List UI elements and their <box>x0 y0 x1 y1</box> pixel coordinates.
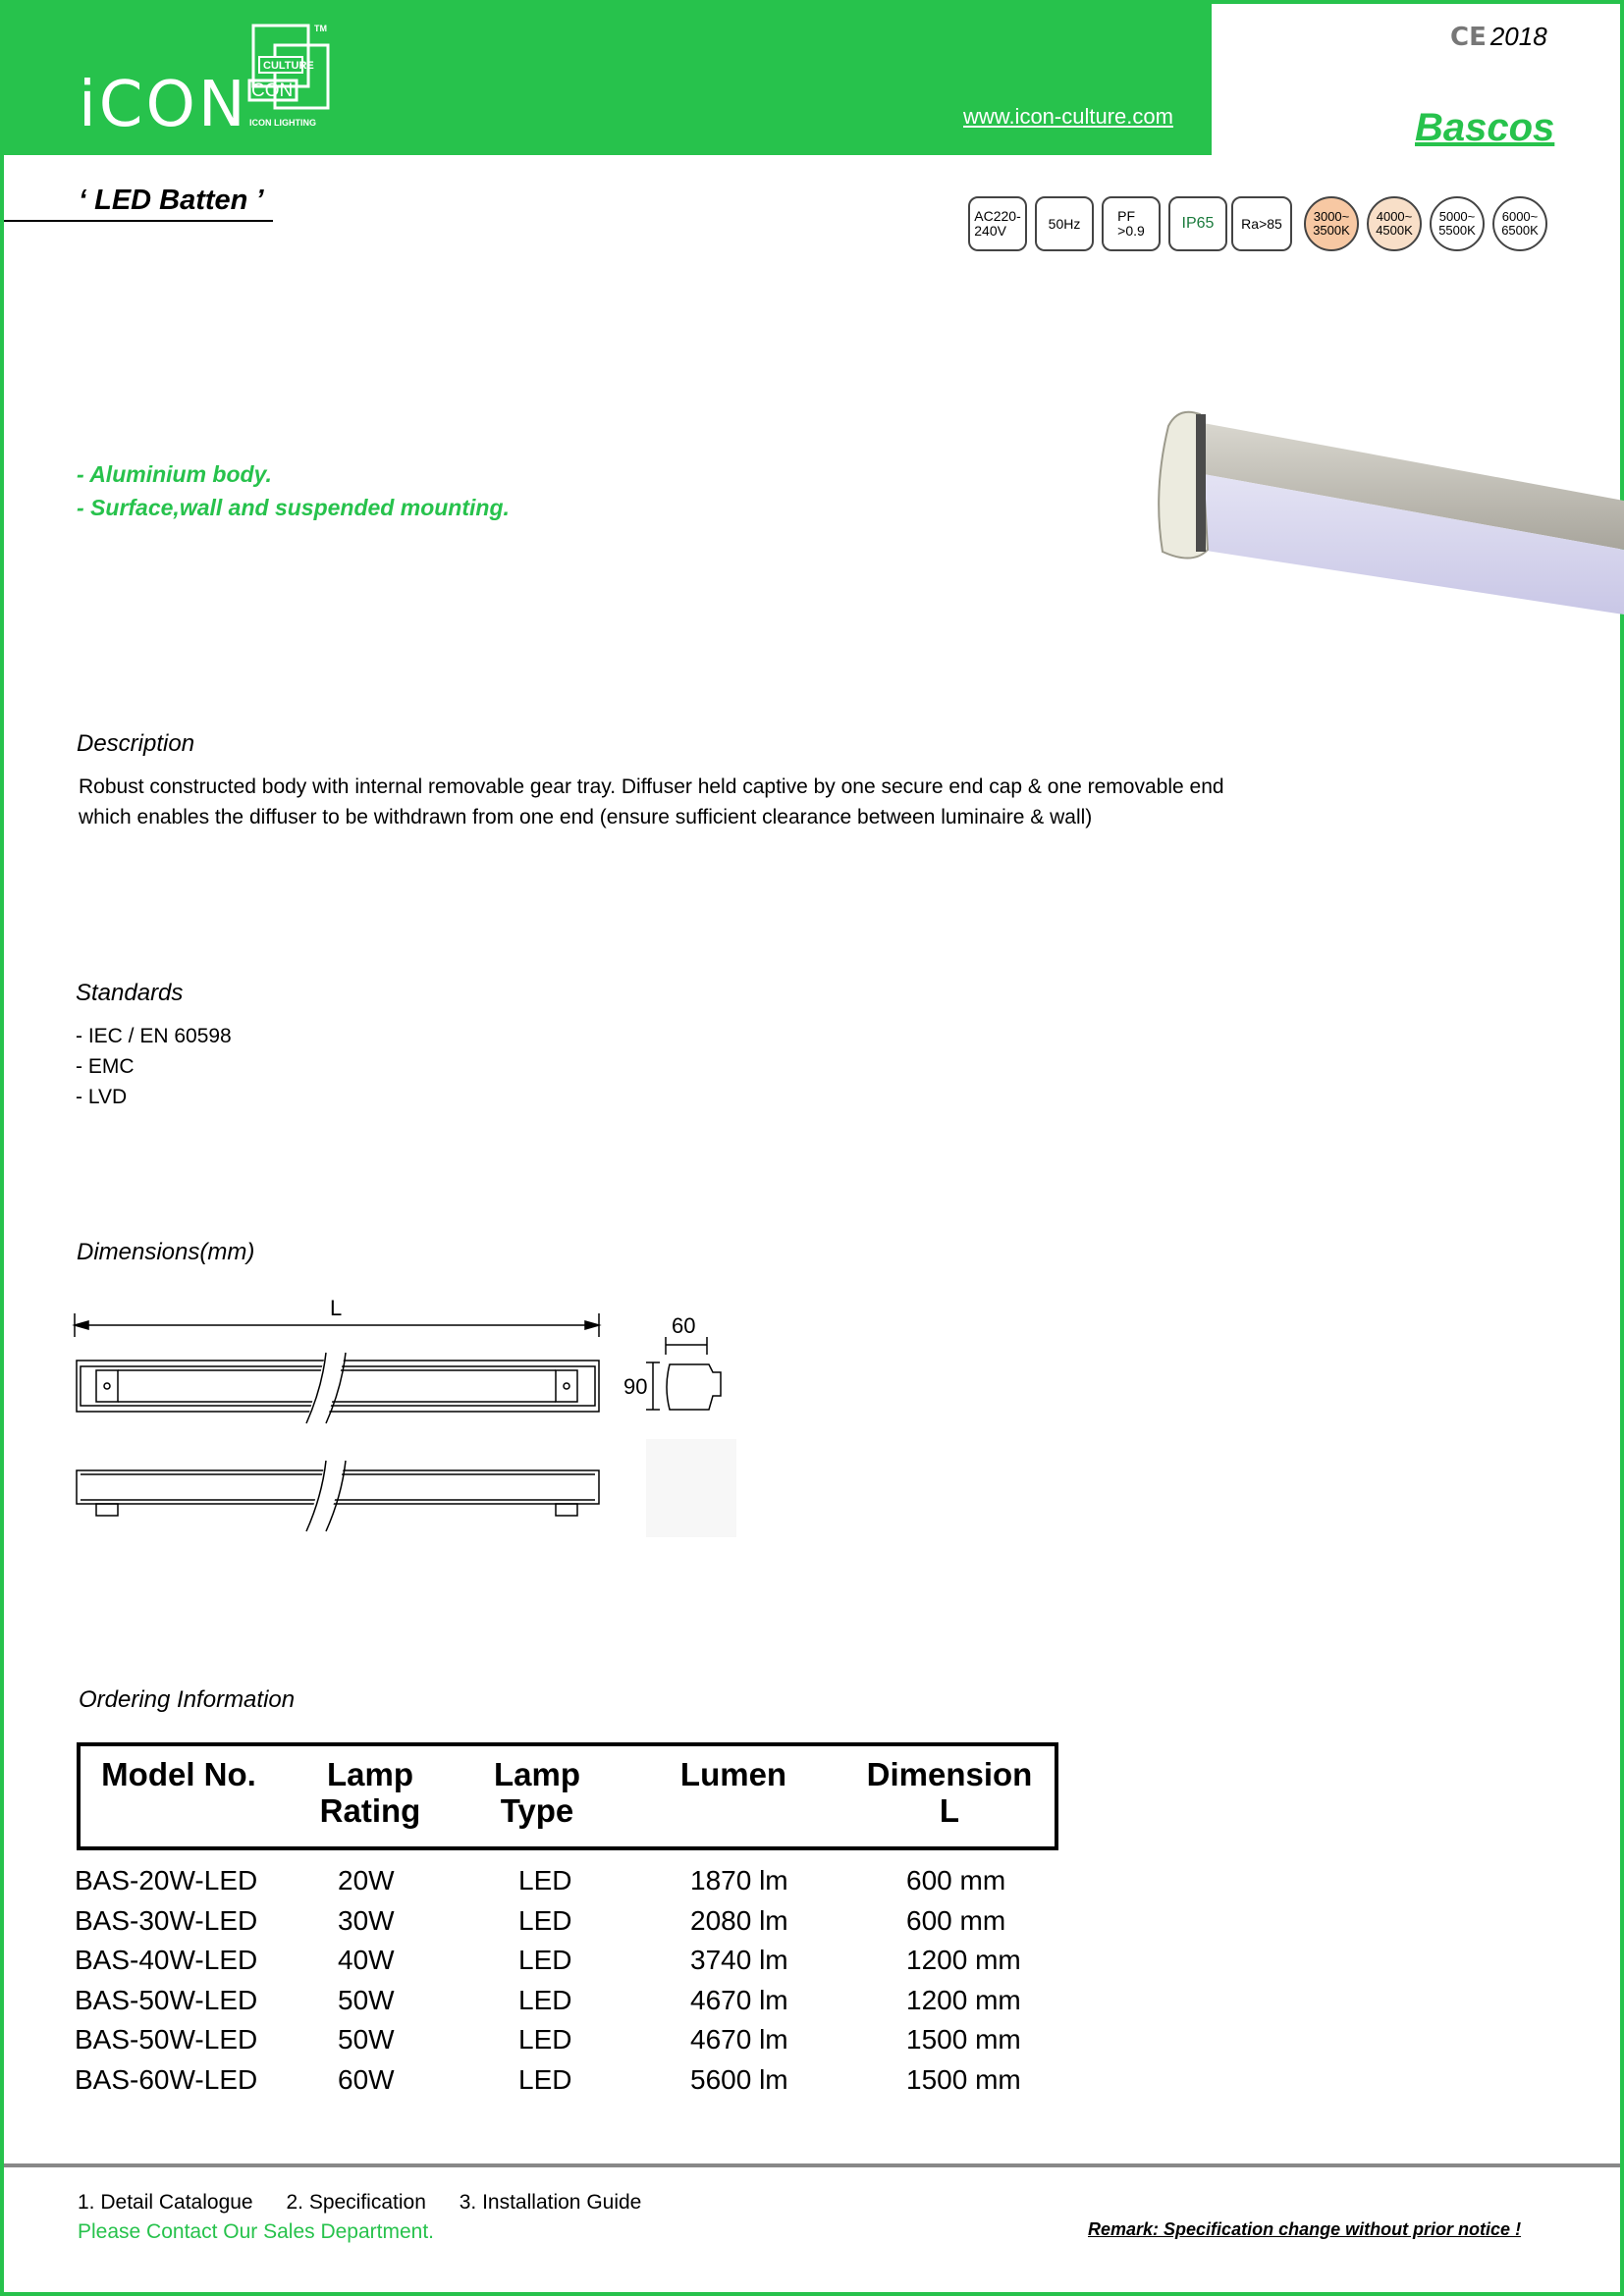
table-row <box>75 1945 1066 1985</box>
ordering-rows <box>75 1865 1066 2104</box>
standards-title: Standards <box>76 980 184 1006</box>
ordering-title: Ordering Information <box>79 1686 296 1713</box>
cell-model: BAS-30W-LED <box>75 1904 258 1936</box>
cell-rating: 60W <box>338 2063 395 2095</box>
cell-lumen: 5600 lm <box>690 2063 788 2095</box>
cct-badge-6000: 6000~ 6500K <box>1492 196 1547 251</box>
cell-model: BAS-20W-LED <box>75 1865 258 1896</box>
remark-note: Remark: Specification change without prior notice ! <box>1088 2219 1522 2239</box>
feature-list <box>77 457 510 524</box>
table-row <box>75 1865 1066 1905</box>
logo-caption: ICON LIGHTING <box>249 118 316 128</box>
frequency-badge: 50Hz <box>1035 196 1094 251</box>
col-model: Model No. <box>101 1756 256 1792</box>
year-text: 2018 <box>1489 22 1547 51</box>
standards-list <box>76 1021 232 1112</box>
logo-culture-text: CULTURE <box>263 60 314 72</box>
cell-lumen: 1870 lm <box>690 1865 788 1896</box>
dim-width-label: 60 <box>672 1313 696 1338</box>
description-title: Description <box>77 730 195 757</box>
cct-badge-4000: 4000~ 4500K <box>1367 196 1422 251</box>
col-lumen: Lumen <box>679 1756 787 1792</box>
cell-type: LED <box>518 2063 572 2095</box>
dimension-drawing <box>69 1294 756 1549</box>
icon-culture-logo <box>245 24 339 130</box>
product-photo <box>1139 393 1624 628</box>
ip-rating-badge: IP65 <box>1168 196 1227 251</box>
cell-type: LED <box>518 2024 572 2055</box>
cell-dim: 1500 mm <box>906 2024 1021 2055</box>
cell-dim: 1200 mm <box>906 1945 1021 1975</box>
logo-tm: TM <box>314 24 327 33</box>
standard-item: - IEC / EN 60598 <box>76 1025 232 1047</box>
standard-item: - LVD <box>76 1086 128 1108</box>
cert-year <box>1450 22 1547 52</box>
subtitle-underline <box>4 220 273 222</box>
cri-badge: Ra>85 <box>1231 196 1292 251</box>
cell-model: BAS-60W-LED <box>75 2063 258 2095</box>
cell-dim: 600 mm <box>906 1904 1006 1936</box>
cct-badge-5000: 5000~ 5500K <box>1430 196 1485 251</box>
cell-dim: 600 mm <box>906 1865 1006 1896</box>
footer-link-catalogue[interactable]: 1. Detail Catalogue <box>78 2191 253 2214</box>
cell-model: BAS-50W-LED <box>75 2024 258 2055</box>
cell-model: BAS-50W-LED <box>75 1984 258 2015</box>
ce-mark: CE <box>1450 23 1487 52</box>
standard-item: - EMC <box>76 1055 135 1078</box>
website-link[interactable]: www.icon-culture.com <box>963 104 1173 129</box>
cell-lumen: 4670 lm <box>690 1984 788 2015</box>
footer-link-installation[interactable]: 3. Installation Guide <box>459 2191 642 2214</box>
cell-type: LED <box>518 1945 572 1975</box>
cell-lumen: 4670 lm <box>690 2024 788 2055</box>
col-lamp-rating: Lamp Rating <box>319 1756 421 1829</box>
cell-rating: 30W <box>338 1904 395 1936</box>
cell-type: LED <box>518 1865 572 1896</box>
feature-item: - Aluminium body. <box>77 461 272 487</box>
dimensions-title: Dimensions(mm) <box>77 1239 255 1265</box>
description-text: Robust constructed body with internal removable gear tray. Diffuser held captive by one secure end cap & one removable end which enables the diffuser to be withdrawn from one end (ensure sufficient clearance between luminaire & wall) <box>79 775 1224 828</box>
footer-link-specification[interactable]: 2. Specification <box>286 2191 426 2214</box>
cell-rating: 50W <box>338 1984 395 2015</box>
power-factor-badge: PF >0.9 <box>1102 196 1161 251</box>
feature-item: - Surface,wall and suspended mounting. <box>77 495 510 520</box>
cell-rating: 50W <box>338 2024 395 2055</box>
dim-length-label: L <box>330 1296 343 1320</box>
cell-dim: 1200 mm <box>906 1984 1021 2015</box>
cell-lumen: 2080 lm <box>690 1904 788 1936</box>
table-row <box>75 1905 1066 1946</box>
product-subtitle: ‘ LED Batten ’ <box>79 185 264 216</box>
logo-con-text: CON <box>251 80 294 101</box>
col-lamp-type: Lamp Type <box>493 1756 580 1829</box>
cell-dim: 1500 mm <box>906 2063 1021 2095</box>
brand-wordmark: iCON <box>79 69 248 141</box>
table-row <box>75 2064 1066 2105</box>
cct-badge-3000: 3000~ 3500K <box>1304 196 1359 251</box>
table-row <box>75 1985 1066 2025</box>
cell-rating: 40W <box>338 1945 395 1975</box>
cell-model: BAS-40W-LED <box>75 1945 258 1975</box>
table-row <box>75 2024 1066 2064</box>
footer-divider <box>4 2163 1620 2167</box>
footer-links <box>78 2191 669 2215</box>
voltage-badge: AC220- 240V <box>968 196 1027 251</box>
col-dimension: Dimension L <box>866 1756 1033 1829</box>
header-band <box>0 0 1212 155</box>
cell-lumen: 3740 lm <box>690 1945 788 1975</box>
contact-note: Please Contact Our Sales Department. <box>78 2220 435 2243</box>
ordering-table-header <box>77 1742 1058 1850</box>
cell-type: LED <box>518 1984 572 2015</box>
cell-rating: 20W <box>338 1865 395 1896</box>
dim-height-label: 90 <box>623 1374 648 1399</box>
cell-type: LED <box>518 1904 572 1936</box>
product-name: Bascos <box>1415 106 1555 149</box>
